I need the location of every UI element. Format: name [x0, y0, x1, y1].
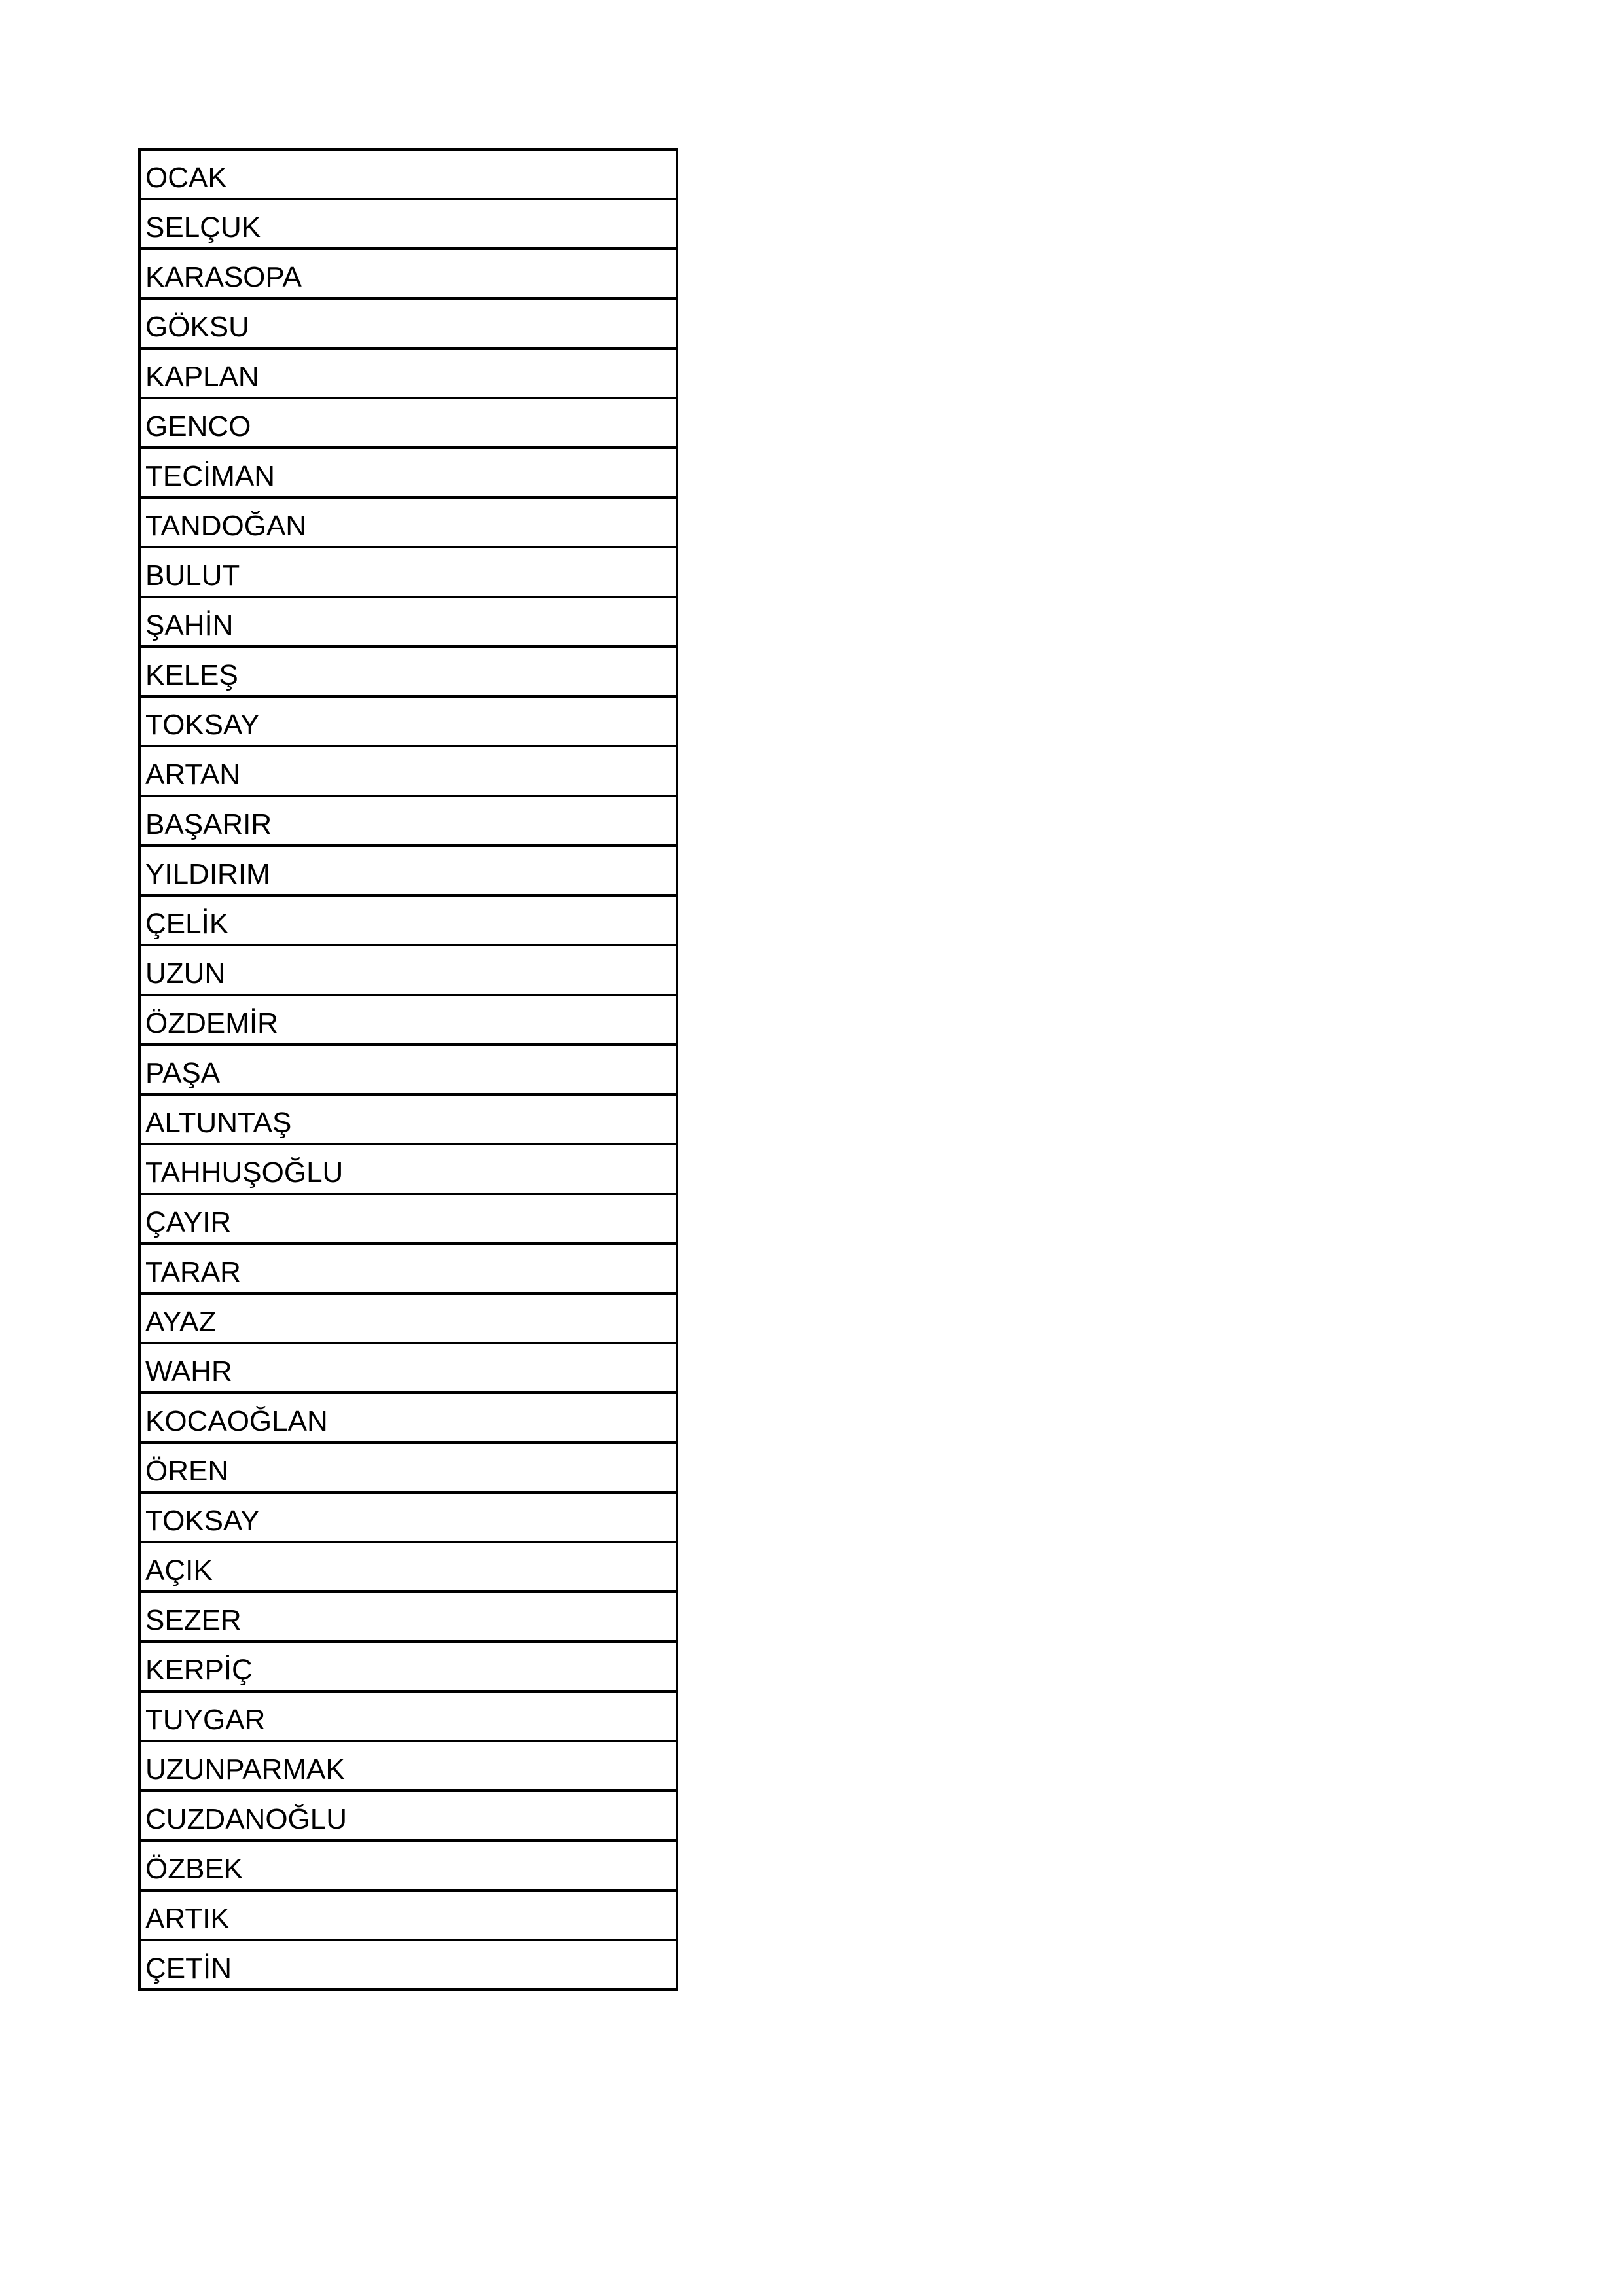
surname-cell: ARTAN	[139, 746, 677, 796]
table-row	[139, 547, 677, 597]
table-row	[139, 298, 677, 348]
table-row	[139, 846, 677, 895]
table-row	[139, 1741, 677, 1791]
table-row	[139, 696, 677, 746]
table-row	[139, 448, 677, 497]
surname-table-body	[139, 149, 677, 1990]
surname-cell: UZUNPARMAK	[139, 1741, 677, 1791]
table-row	[139, 796, 677, 846]
table-row	[139, 895, 677, 945]
table-row	[139, 945, 677, 995]
table-row	[139, 199, 677, 249]
surname-cell: TOKSAY	[139, 1492, 677, 1542]
surname-cell: TANDOĞAN	[139, 497, 677, 547]
surname-cell: KARASOPA	[139, 249, 677, 298]
surname-cell: OCAK	[139, 149, 677, 199]
surname-cell: GÖKSU	[139, 298, 677, 348]
table-row	[139, 1492, 677, 1542]
surname-cell: ÖREN	[139, 1443, 677, 1492]
table-row	[139, 497, 677, 547]
surname-cell: BULUT	[139, 547, 677, 597]
surname-cell: GENCO	[139, 398, 677, 448]
surname-cell: YILDIRIM	[139, 846, 677, 895]
table-row	[139, 1791, 677, 1840]
table-row	[139, 348, 677, 398]
table-row	[139, 1691, 677, 1741]
table-row	[139, 1393, 677, 1443]
surname-cell: ÖZDEMİR	[139, 995, 677, 1045]
table-row	[139, 1890, 677, 1940]
table-row	[139, 597, 677, 647]
table-row	[139, 1840, 677, 1890]
surname-cell: TOKSAY	[139, 696, 677, 746]
surname-cell: SEZER	[139, 1592, 677, 1641]
surname-cell: KAPLAN	[139, 348, 677, 398]
table-row	[139, 1144, 677, 1194]
table-row	[139, 647, 677, 696]
surname-table	[138, 148, 678, 1991]
surname-cell: KELEŞ	[139, 647, 677, 696]
surname-cell: AYAZ	[139, 1293, 677, 1343]
surname-cell: ARTIK	[139, 1890, 677, 1940]
table-row	[139, 398, 677, 448]
table-row	[139, 249, 677, 298]
table-row	[139, 1641, 677, 1691]
table-row	[139, 746, 677, 796]
surname-cell: TARAR	[139, 1244, 677, 1293]
table-row	[139, 1045, 677, 1094]
table-row	[139, 1940, 677, 1990]
surname-cell: KOCAOĞLAN	[139, 1393, 677, 1443]
surname-cell: ÇAYIR	[139, 1194, 677, 1244]
surname-cell: TUYGAR	[139, 1691, 677, 1741]
table-row	[139, 1094, 677, 1144]
surname-cell: KERPİÇ	[139, 1641, 677, 1691]
table-row	[139, 995, 677, 1045]
surname-cell: ÇELİK	[139, 895, 677, 945]
table-row	[139, 1443, 677, 1492]
surname-cell: TECİMAN	[139, 448, 677, 497]
surname-cell: ALTUNTAŞ	[139, 1094, 677, 1144]
surname-cell: WAHR	[139, 1343, 677, 1393]
surname-cell: BAŞARIR	[139, 796, 677, 846]
table-row	[139, 1343, 677, 1393]
surname-cell: CUZDANOĞLU	[139, 1791, 677, 1840]
surname-cell: ÖZBEK	[139, 1840, 677, 1890]
surname-cell: SELÇUK	[139, 199, 677, 249]
table-row	[139, 1194, 677, 1244]
table-row	[139, 1542, 677, 1592]
table-row	[139, 1293, 677, 1343]
table-row	[139, 149, 677, 199]
surname-cell: TAHHUŞOĞLU	[139, 1144, 677, 1194]
surname-cell: UZUN	[139, 945, 677, 995]
surname-cell: AÇIK	[139, 1542, 677, 1592]
surname-cell: ÇETİN	[139, 1940, 677, 1990]
surname-cell: PAŞA	[139, 1045, 677, 1094]
table-row	[139, 1244, 677, 1293]
surname-cell: ŞAHİN	[139, 597, 677, 647]
table-row	[139, 1592, 677, 1641]
